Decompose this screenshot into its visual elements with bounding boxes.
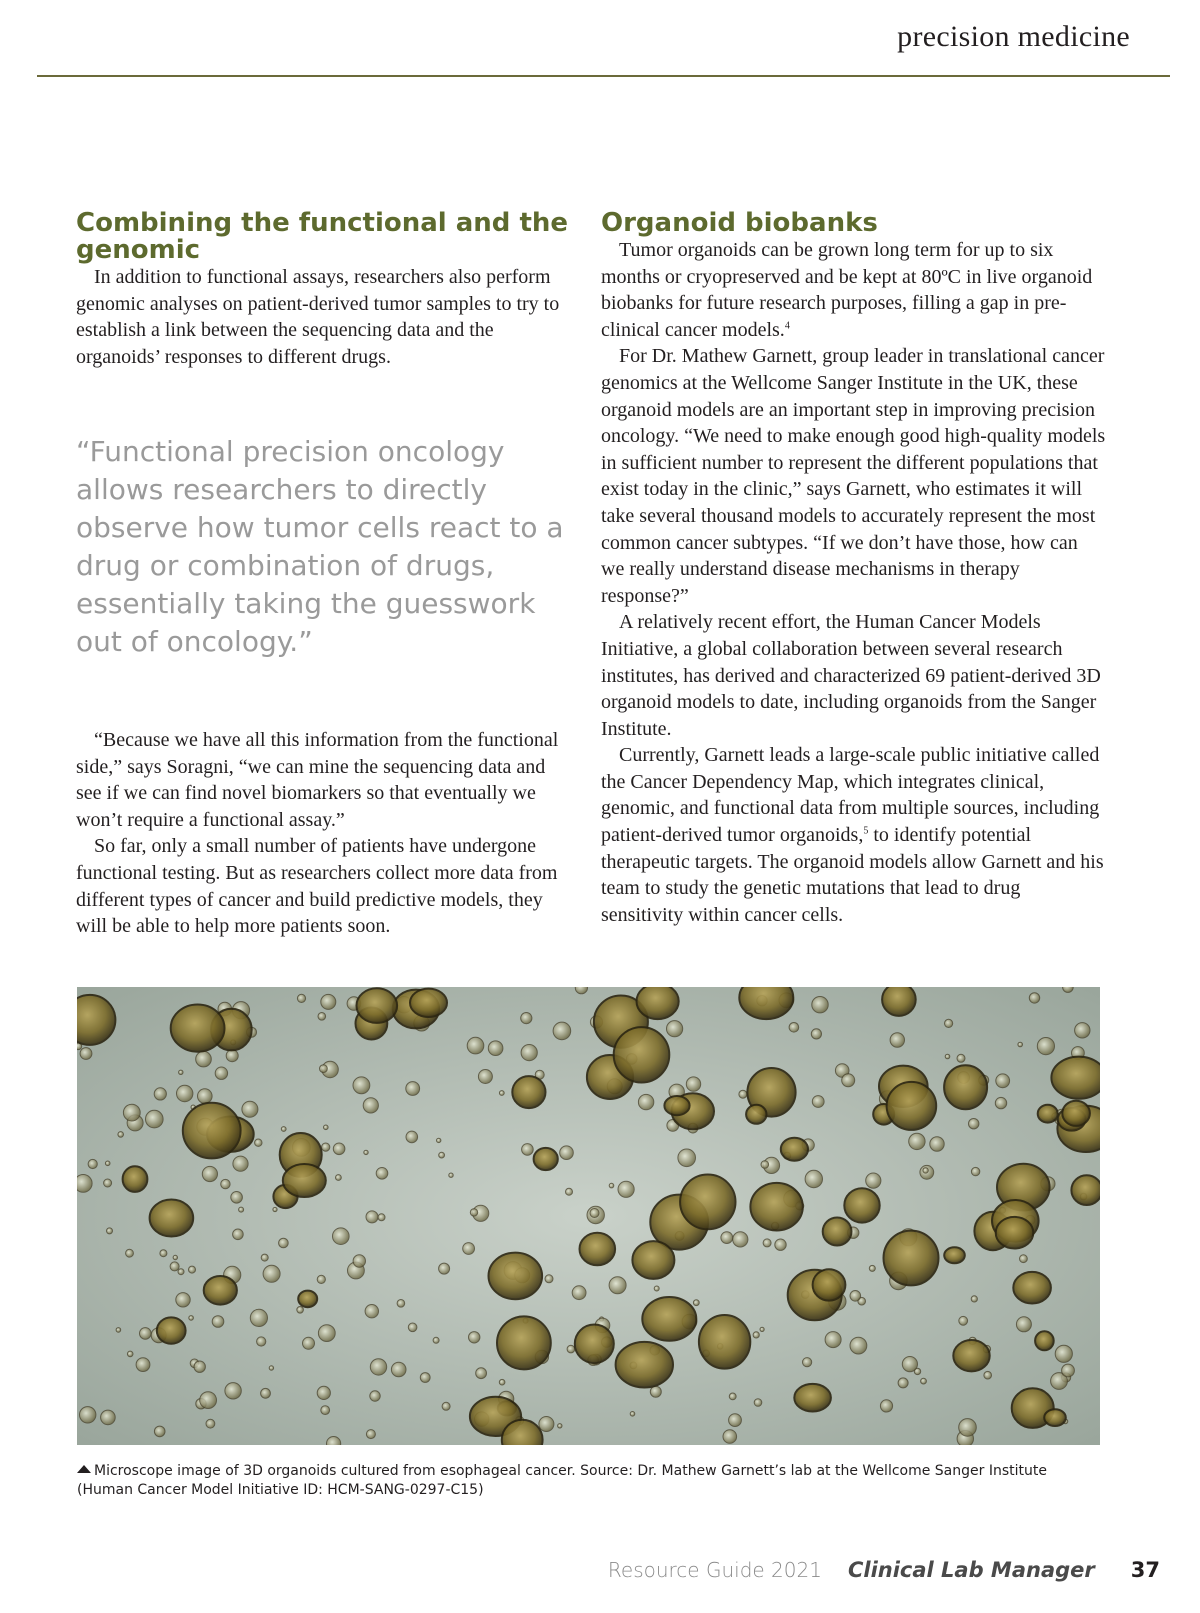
small-organoid bbox=[521, 1013, 532, 1024]
large-organoid bbox=[534, 1148, 558, 1170]
large-organoid bbox=[1062, 1101, 1090, 1126]
small-organoid bbox=[499, 1091, 504, 1096]
small-organoid bbox=[437, 1138, 441, 1142]
small-organoid bbox=[995, 1097, 1006, 1108]
large-organoid bbox=[614, 1027, 670, 1082]
small-organoid bbox=[812, 997, 828, 1013]
small-organoid bbox=[321, 994, 336, 1009]
small-organoid bbox=[104, 1179, 112, 1187]
large-organoid bbox=[123, 1166, 148, 1192]
small-organoid bbox=[618, 1181, 634, 1197]
small-organoid bbox=[488, 1041, 503, 1056]
small-organoid bbox=[909, 1133, 925, 1149]
small-organoid bbox=[560, 1146, 574, 1160]
small-organoid bbox=[233, 1229, 244, 1240]
small-organoid bbox=[364, 1150, 368, 1154]
large-organoid bbox=[996, 1217, 1034, 1249]
left-paragraph-2: “Because we have all this information from the functional side,” says Soragni, “we can mine the sequencing data and see if we can find novel biomarkers so that eventually we won’t require a functional assay.” bbox=[76, 729, 559, 831]
right-paragraph-4-text-a: Currently, Garnett leads a large-scale public initiative called the Cancer Dependency Map, which integrates clinical, genomic, and functional data from multiple sources, including patient-derived tumor organoids, bbox=[601, 744, 1100, 847]
small-organoid bbox=[945, 1019, 953, 1027]
small-organoid bbox=[233, 1156, 248, 1171]
small-organoid bbox=[467, 1037, 484, 1054]
small-organoid bbox=[761, 1161, 769, 1169]
right-column bbox=[601, 210, 1106, 928]
small-organoid bbox=[898, 1378, 908, 1388]
small-organoid bbox=[318, 1325, 335, 1342]
right-paragraph-1 bbox=[601, 237, 1106, 343]
small-organoid bbox=[478, 1070, 492, 1084]
small-organoid bbox=[297, 1307, 304, 1314]
organoid-microscope-image bbox=[77, 987, 1100, 1445]
left-heading: Combining the functional and the genomic bbox=[76, 208, 569, 265]
large-organoid bbox=[794, 1384, 831, 1412]
small-organoid bbox=[179, 1070, 183, 1074]
small-organoid bbox=[1075, 1023, 1090, 1038]
small-organoid bbox=[177, 1085, 193, 1101]
large-organoid bbox=[680, 1175, 735, 1230]
large-organoid bbox=[1044, 1409, 1066, 1426]
small-organoid bbox=[1020, 1255, 1028, 1263]
large-organoid bbox=[204, 1276, 237, 1305]
small-organoid bbox=[215, 1067, 227, 1079]
small-organoid bbox=[136, 1358, 150, 1372]
footer-magazine-name: Clinical Lab Manager bbox=[847, 1558, 1095, 1582]
small-organoid bbox=[686, 1077, 700, 1091]
small-organoid bbox=[930, 1137, 944, 1151]
small-organoid bbox=[630, 1412, 635, 1417]
left-lower-text bbox=[76, 727, 571, 940]
small-organoid bbox=[378, 1214, 385, 1221]
small-organoid bbox=[242, 1101, 258, 1117]
small-organoid bbox=[753, 1332, 759, 1338]
large-organoid bbox=[489, 1253, 543, 1300]
small-organoid bbox=[77, 1175, 92, 1193]
large-organoid bbox=[844, 1188, 879, 1222]
small-organoid bbox=[226, 1050, 238, 1062]
small-organoid bbox=[866, 1173, 881, 1188]
large-organoid bbox=[1071, 1175, 1100, 1205]
small-organoid bbox=[353, 1077, 370, 1094]
right-paragraph-3: A relatively recent effort, the Human Cancer Models Initiative, a global collaboration between several research institutes, has derived and characterized 69 patient-derived 3D organoid models to date, including organoids from the Sanger Institute. bbox=[601, 611, 1101, 740]
small-organoid bbox=[80, 1407, 96, 1423]
small-organoid bbox=[470, 1209, 477, 1216]
small-organoid bbox=[297, 994, 305, 1002]
small-organoid bbox=[1037, 1038, 1054, 1055]
large-organoid bbox=[1051, 1057, 1100, 1099]
small-organoid bbox=[590, 1209, 599, 1218]
small-organoid bbox=[239, 1207, 244, 1212]
small-organoid bbox=[521, 1045, 537, 1061]
small-organoid bbox=[366, 1211, 378, 1223]
small-organoid bbox=[678, 1149, 696, 1167]
small-organoid bbox=[850, 1291, 861, 1302]
small-organoid bbox=[225, 1383, 241, 1399]
small-organoid bbox=[189, 1266, 196, 1273]
large-organoid bbox=[699, 1315, 750, 1369]
large-organoid bbox=[884, 1231, 939, 1286]
small-organoid bbox=[522, 1144, 534, 1156]
small-organoid bbox=[255, 1139, 262, 1146]
right-paragraph-1-text: Tumor organoids can be grown long term for up to six months or cryopreserved and be kept at 80ºC in live organoid biobanks for future research purposes, filling a gap in pre-clinical cancer models. bbox=[601, 239, 1093, 341]
large-organoid bbox=[750, 1183, 802, 1231]
small-organoid bbox=[1062, 1364, 1075, 1377]
page-number: 37 bbox=[1130, 1558, 1160, 1582]
small-organoid bbox=[206, 1419, 215, 1428]
small-organoid bbox=[609, 1277, 626, 1294]
small-organoid bbox=[763, 1239, 771, 1247]
small-organoid bbox=[196, 1051, 212, 1067]
reference-5: 5 bbox=[863, 825, 869, 837]
small-organoid bbox=[433, 1337, 439, 1343]
small-organoid bbox=[812, 1096, 824, 1108]
small-organoid bbox=[1029, 993, 1039, 1003]
small-organoid bbox=[365, 1305, 378, 1318]
large-organoid bbox=[823, 1218, 852, 1246]
small-organoid bbox=[553, 1022, 571, 1040]
organoid-illustration bbox=[77, 987, 1100, 1445]
large-organoid bbox=[298, 1291, 317, 1308]
small-organoid bbox=[729, 1414, 742, 1427]
reference-4: 4 bbox=[784, 320, 790, 332]
figure-caption bbox=[77, 1462, 1077, 1500]
large-organoid bbox=[781, 1138, 808, 1161]
pull-quote: “Functional precision oncology allows researchers to directly observe how tumor cells react to a drug or combination of drugs, essentially taking the guesswork out of oncology.” bbox=[76, 435, 564, 658]
small-organoid bbox=[805, 1170, 822, 1187]
small-organoid bbox=[499, 1379, 505, 1385]
large-organoid bbox=[887, 1082, 937, 1130]
small-organoid bbox=[273, 1207, 277, 1211]
large-organoid bbox=[150, 1200, 194, 1237]
small-organoid bbox=[107, 1228, 113, 1234]
small-organoid bbox=[789, 1023, 799, 1033]
small-organoid bbox=[200, 1392, 217, 1409]
footer-guide-label: Resource Guide 2021 bbox=[607, 1558, 822, 1582]
large-organoid bbox=[410, 989, 447, 1017]
small-organoid bbox=[189, 1316, 194, 1321]
large-organoid bbox=[1035, 1331, 1054, 1350]
right-paragraph-2: For Dr. Mathew Garnett, group leader in translational cancer genomics at the Wellcome Sanger Institute in the UK, these organoid models are an important step in improving precision oncology. “We need to make enough good high-quality models in sufficient number to represent the different populations that exist today in the clinic,” says Garnett, who estimates it will take several thousand models to accurately represent the most common cancer subtypes. “If we don’t have those, how can we really understand disease mechanisms in therapy response?” bbox=[601, 345, 1106, 607]
large-organoid bbox=[283, 1164, 326, 1197]
small-organoid bbox=[154, 1088, 166, 1100]
small-organoid bbox=[902, 1357, 917, 1372]
small-organoid bbox=[116, 1328, 121, 1333]
small-organoid bbox=[420, 1373, 430, 1383]
caption-arrow-icon bbox=[77, 1465, 91, 1473]
small-organoid bbox=[160, 1250, 167, 1257]
right-heading: Organoid biobanks bbox=[601, 208, 878, 238]
small-organoid bbox=[317, 1275, 325, 1283]
small-organoid bbox=[154, 1426, 165, 1437]
small-organoid bbox=[959, 1316, 968, 1325]
small-organoid bbox=[320, 1065, 328, 1073]
large-organoid bbox=[637, 987, 679, 1019]
small-organoid bbox=[558, 1424, 562, 1428]
small-organoid bbox=[609, 1183, 614, 1188]
small-organoid bbox=[650, 1386, 661, 1397]
small-organoid bbox=[318, 1013, 326, 1021]
left-column bbox=[76, 210, 571, 370]
large-organoid bbox=[632, 1241, 674, 1279]
small-organoid bbox=[984, 1371, 992, 1379]
small-organoid bbox=[850, 1337, 867, 1354]
small-organoid bbox=[269, 1366, 273, 1370]
small-organoid bbox=[397, 1300, 405, 1308]
small-organoid bbox=[880, 1400, 892, 1412]
small-organoid bbox=[366, 1430, 375, 1439]
large-organoid bbox=[357, 988, 398, 1023]
small-organoid bbox=[212, 1316, 224, 1328]
small-organoid bbox=[321, 1406, 330, 1415]
small-organoid bbox=[250, 1309, 267, 1326]
small-organoid bbox=[825, 1332, 841, 1348]
large-organoid bbox=[497, 1316, 551, 1369]
small-organoid bbox=[723, 1430, 737, 1444]
small-organoid bbox=[146, 1110, 164, 1128]
small-organoid bbox=[281, 1127, 286, 1132]
large-organoid bbox=[575, 1325, 614, 1364]
small-organoid bbox=[449, 1173, 453, 1177]
small-organoid bbox=[202, 1166, 217, 1181]
small-organoid bbox=[971, 1167, 979, 1175]
large-organoid bbox=[1013, 1272, 1051, 1304]
small-organoid bbox=[376, 1168, 388, 1180]
small-organoid bbox=[391, 1362, 406, 1377]
small-organoid bbox=[969, 1119, 979, 1129]
large-organoid bbox=[512, 1076, 545, 1108]
large-organoid bbox=[746, 1105, 766, 1124]
small-organoid bbox=[176, 1293, 190, 1307]
small-organoid bbox=[923, 1168, 928, 1173]
small-organoid bbox=[363, 1098, 378, 1113]
small-organoid bbox=[469, 1332, 480, 1343]
small-organoid bbox=[257, 1337, 266, 1346]
small-organoid bbox=[654, 1286, 659, 1291]
right-paragraph-4-text-b: to identify potential therapeutic targets. The organoid models allow Garnett and his team to study the genetic mutations that lead to drug sensitivity within cancer cells. bbox=[601, 824, 1104, 926]
small-organoid bbox=[263, 1265, 280, 1282]
small-organoid bbox=[869, 1265, 875, 1271]
small-organoid bbox=[959, 1419, 977, 1437]
small-organoid bbox=[221, 1179, 230, 1188]
left-paragraph-1: In addition to functional assays, researchers also perform genomic analyses on patient-derived tumor samples to try to establish a link between the sequencing data and the organoids’ responses to different drugs. bbox=[76, 266, 560, 368]
small-organoid bbox=[353, 1255, 365, 1267]
small-organoid bbox=[261, 1388, 271, 1398]
small-organoid bbox=[118, 1132, 124, 1138]
small-organoid bbox=[123, 1104, 140, 1121]
small-organoid bbox=[439, 1263, 450, 1274]
small-organoid bbox=[921, 1378, 927, 1384]
small-organoid bbox=[303, 1337, 315, 1349]
large-organoid bbox=[580, 1233, 616, 1265]
small-organoid bbox=[333, 1228, 350, 1245]
small-organoid bbox=[566, 1188, 573, 1195]
small-organoid bbox=[667, 1021, 683, 1037]
small-organoid bbox=[811, 1029, 821, 1039]
small-organoid bbox=[194, 1361, 205, 1372]
small-organoid bbox=[336, 1175, 342, 1181]
small-organoid bbox=[322, 1143, 330, 1151]
small-organoid bbox=[261, 1254, 268, 1261]
large-organoid bbox=[664, 1096, 689, 1115]
small-organoid bbox=[890, 1033, 904, 1047]
small-organoid bbox=[754, 1399, 762, 1407]
small-organoid bbox=[370, 1391, 380, 1401]
left-paragraph-3: So far, only a small number of patients have undergone functional testing. But as researchers collect more data from different types of cancer and build predictive models, they will be able to help more patients soon. bbox=[76, 835, 558, 938]
small-organoid bbox=[733, 1232, 748, 1247]
large-organoid bbox=[642, 1297, 696, 1341]
small-organoid bbox=[333, 1143, 345, 1155]
small-organoid bbox=[198, 1089, 213, 1104]
small-organoid bbox=[971, 1296, 977, 1302]
small-organoid bbox=[1016, 1317, 1031, 1332]
small-organoid bbox=[88, 1159, 97, 1168]
small-organoid bbox=[693, 1300, 699, 1306]
page-footer bbox=[608, 1558, 1160, 1588]
small-organoid bbox=[442, 1402, 450, 1410]
small-organoid bbox=[370, 1359, 386, 1375]
small-organoid bbox=[739, 1090, 747, 1098]
small-organoid bbox=[545, 1275, 553, 1283]
section-title: precision medicine bbox=[897, 20, 1130, 53]
small-organoid bbox=[476, 1368, 487, 1379]
small-organoid bbox=[945, 1054, 950, 1059]
small-organoid bbox=[957, 1054, 965, 1062]
small-organoid bbox=[567, 1345, 575, 1353]
large-organoid bbox=[616, 1342, 673, 1388]
small-organoid bbox=[406, 1131, 418, 1143]
small-organoid bbox=[127, 1351, 133, 1357]
small-organoid bbox=[140, 1328, 152, 1340]
small-organoid bbox=[439, 1152, 445, 1158]
small-organoid bbox=[996, 1074, 1010, 1088]
large-organoid bbox=[1038, 1105, 1058, 1123]
small-organoid bbox=[406, 1082, 420, 1096]
figure-caption-text: Microscope image of 3D organoids cultured from esophageal cancer. Source: Dr. Mathew Garnett’s lab at the Wellcome Sanger Institute (Human Cancer Model Initiative ID: HCM-SANG-0297-C15) bbox=[77, 1463, 1047, 1498]
large-organoid bbox=[813, 1269, 846, 1300]
small-organoid bbox=[324, 1125, 329, 1130]
small-organoid bbox=[842, 1074, 855, 1087]
small-organoid bbox=[721, 1232, 733, 1244]
small-organoid bbox=[638, 1094, 653, 1109]
small-organoid bbox=[170, 1262, 179, 1271]
small-organoid bbox=[1055, 1345, 1072, 1362]
right-paragraph-4 bbox=[601, 742, 1106, 928]
small-organoid bbox=[101, 1410, 116, 1425]
small-organoid bbox=[463, 1243, 475, 1255]
small-organoid bbox=[126, 1249, 134, 1257]
small-organoid bbox=[231, 1192, 243, 1204]
small-organoid bbox=[279, 1238, 289, 1248]
small-organoid bbox=[1018, 1042, 1023, 1047]
small-organoid bbox=[775, 1239, 786, 1250]
large-organoid bbox=[944, 1247, 965, 1263]
small-organoid bbox=[105, 1161, 110, 1166]
small-organoid bbox=[803, 1358, 812, 1367]
small-organoid bbox=[572, 1286, 586, 1300]
small-organoid bbox=[408, 1323, 417, 1332]
large-organoid bbox=[171, 1005, 225, 1052]
large-organoid bbox=[882, 987, 916, 1016]
small-organoid bbox=[80, 1048, 92, 1060]
large-organoid bbox=[944, 1065, 987, 1109]
large-organoid bbox=[953, 1340, 989, 1371]
large-organoid bbox=[157, 1317, 186, 1343]
small-organoid bbox=[178, 1269, 184, 1275]
small-organoid bbox=[729, 1393, 736, 1400]
small-organoid bbox=[760, 1327, 764, 1331]
small-organoid bbox=[539, 1417, 554, 1432]
large-organoid bbox=[183, 1103, 241, 1159]
small-organoid bbox=[173, 1255, 177, 1259]
small-organoid bbox=[317, 1386, 330, 1399]
header-divider bbox=[37, 75, 1170, 77]
